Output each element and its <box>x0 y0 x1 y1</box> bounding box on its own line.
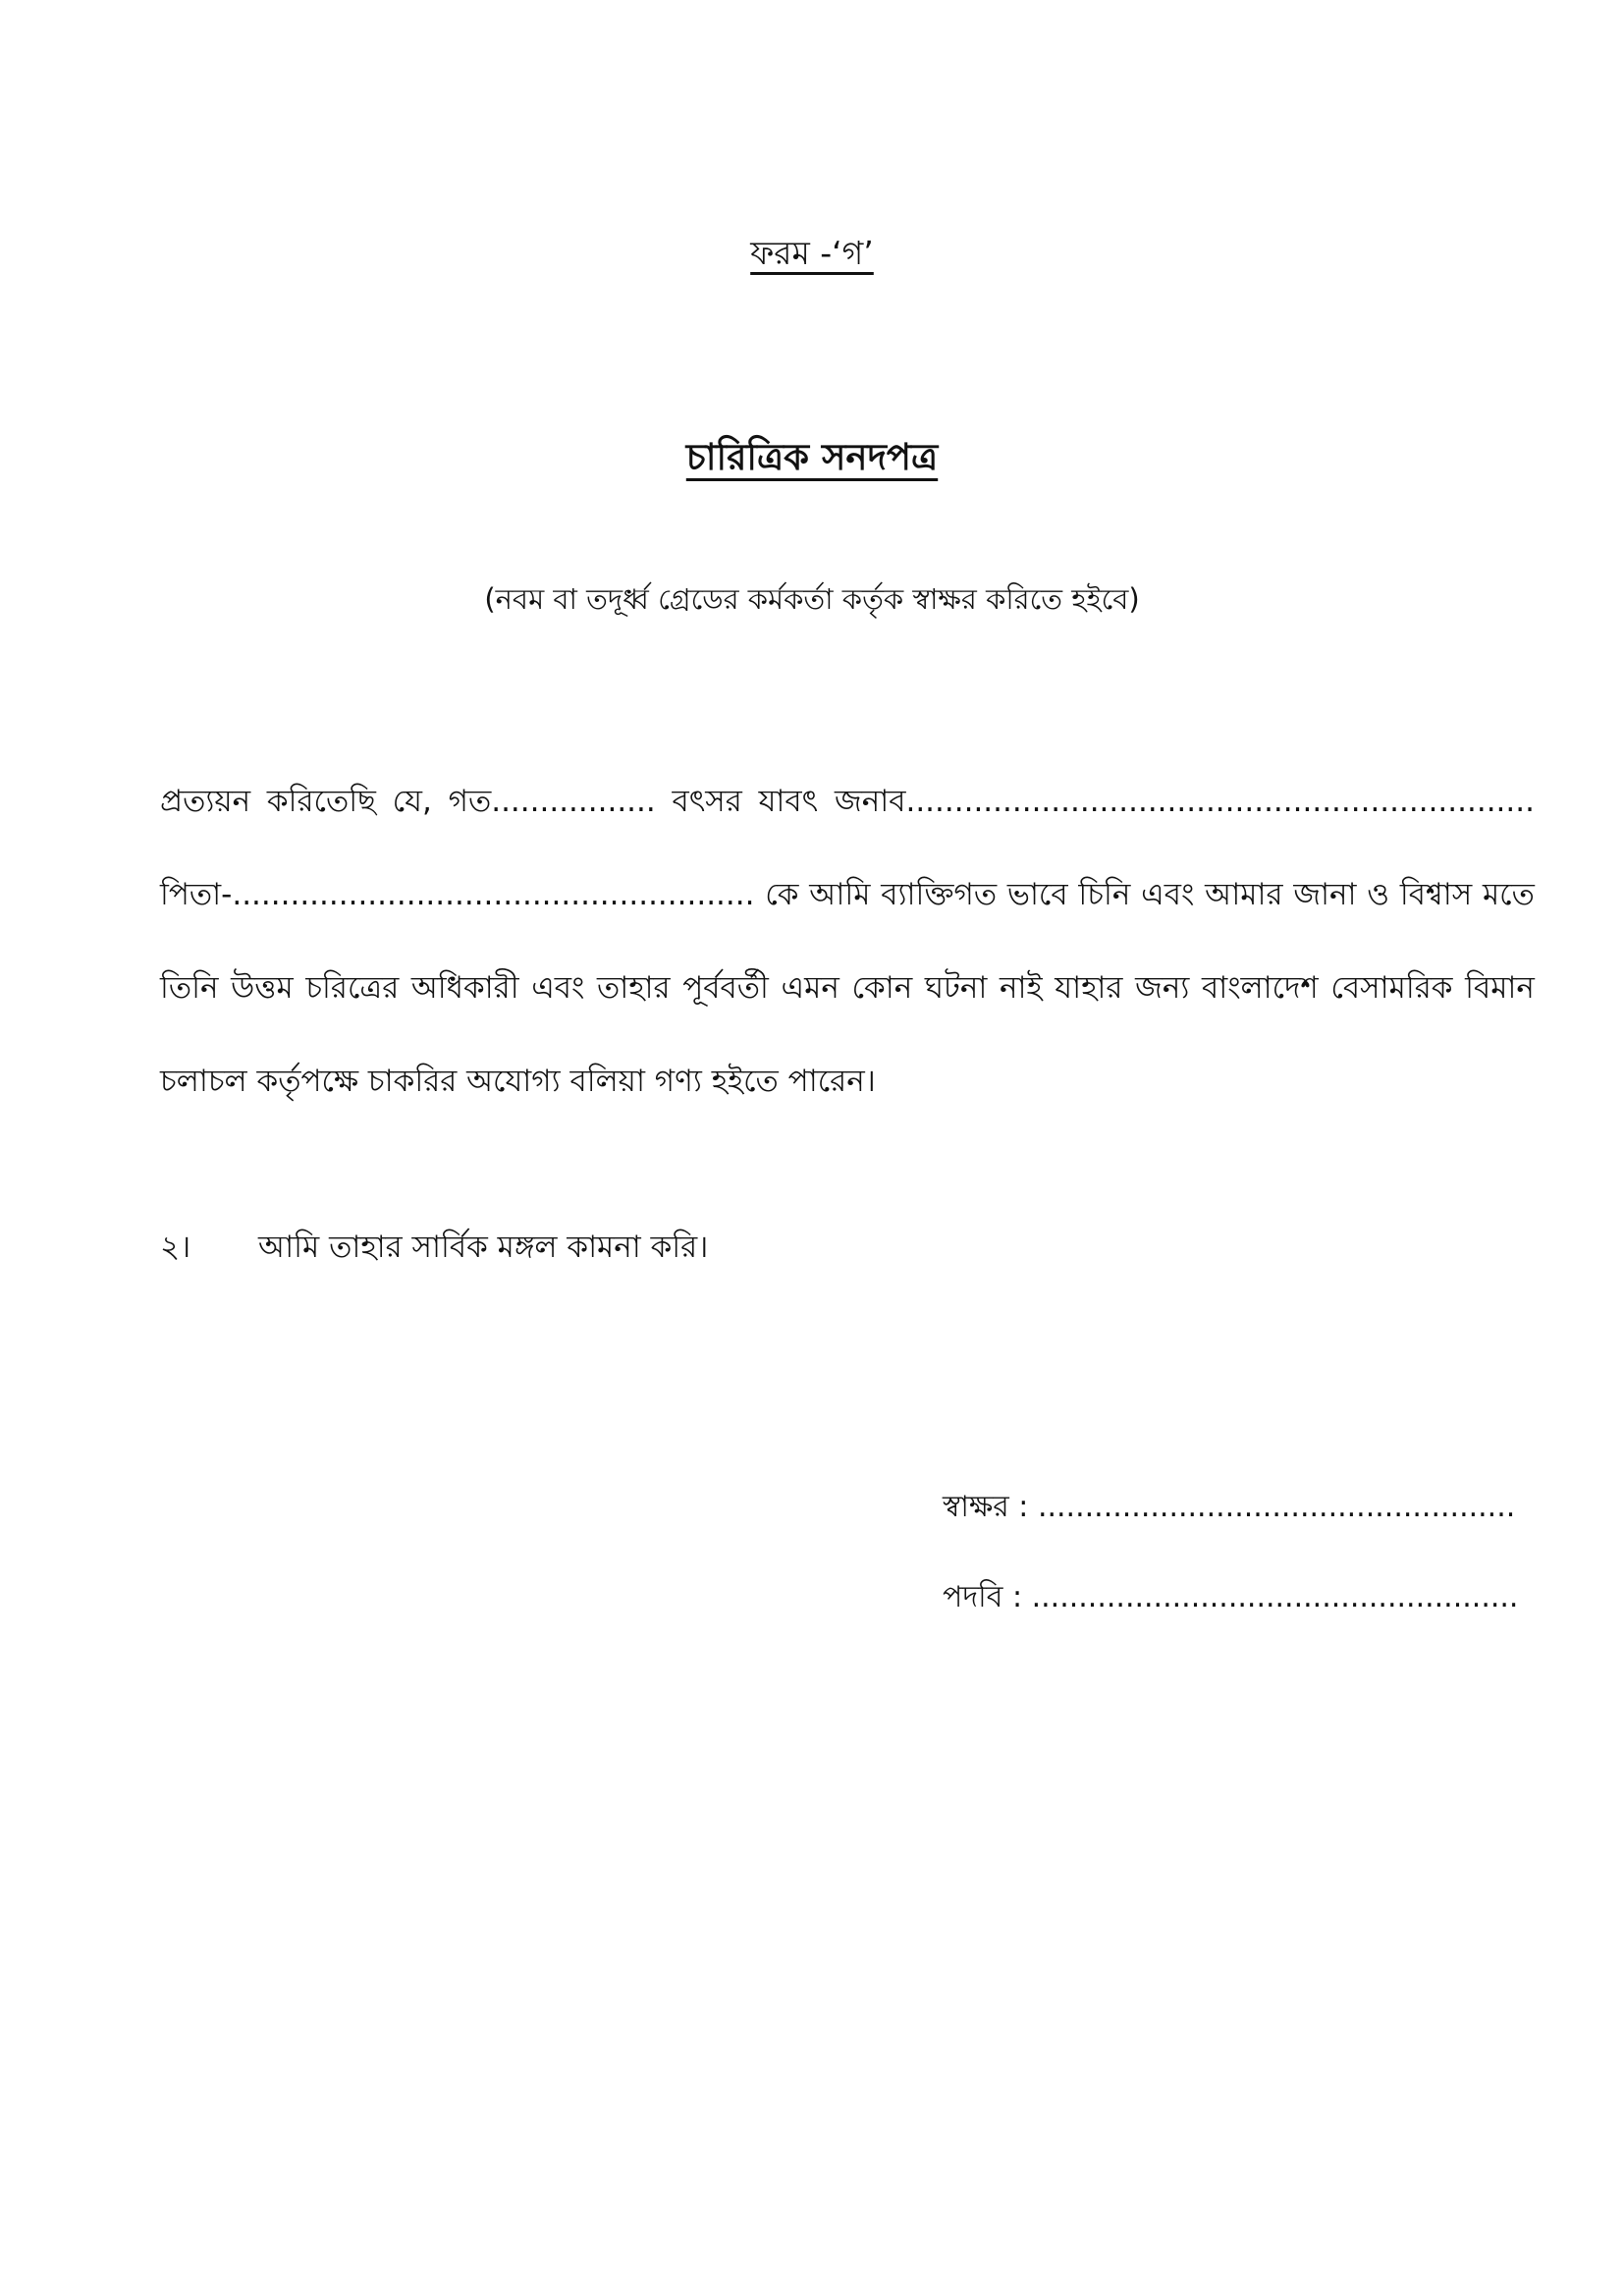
word: করিতেছি <box>266 784 376 819</box>
word: আমার <box>1205 877 1283 912</box>
paragraph-two-text: আমি তাহার সার্বিক মঙ্গল কামনা করি। <box>258 1230 709 1265</box>
signing-note: (নবম বা তদূর্ধ্ব গ্রেডের কর্মকর্তা কর্তৃক স্বাক্ষর করিতে হইবে) <box>484 582 1140 616</box>
word: প্রত্যয়ন <box>160 784 251 819</box>
word: ও <box>1367 877 1390 912</box>
word: যে, <box>392 784 432 819</box>
word: কোন <box>851 970 913 1006</box>
father-name-blank: পিতা-...................................................... <box>160 877 755 912</box>
word: জন্য <box>1135 970 1190 1006</box>
word: আমি <box>809 877 871 912</box>
word: বিশ্বাস <box>1399 877 1473 912</box>
name-blank: জনাব................................................................. <box>834 784 1535 819</box>
word: যাহার <box>1055 970 1123 1006</box>
word: নাই <box>1000 970 1043 1006</box>
word: তাহার <box>597 970 671 1006</box>
paragraph-two <box>160 1224 1535 1275</box>
word: বাংলাদেশ <box>1201 970 1319 1006</box>
paragraph-line-1 <box>160 778 1535 871</box>
word: অধিকারী <box>410 970 519 1006</box>
paragraph-line-4-text: চলাচল কর্তৃপক্ষে চাকরির অযোগ্য বলিয়া গণ্য হইতে পারেন। <box>160 1064 876 1099</box>
paragraph-line-3 <box>160 964 1535 1058</box>
word: উত্তম <box>231 970 294 1006</box>
word: ভাবে <box>1006 877 1068 912</box>
word: এমন <box>781 970 839 1006</box>
word: বৎসর <box>672 784 742 819</box>
paragraph-number: ২। <box>160 1230 191 1265</box>
paragraph-line-4 <box>160 1058 1535 1151</box>
years-blank: গত................. <box>448 784 656 819</box>
word: বিমান <box>1465 970 1535 1006</box>
designation-line: পদবি : .................................................... <box>943 1580 1519 1614</box>
word: ব্যাক্তিগত <box>881 877 998 912</box>
word: কে <box>765 877 799 912</box>
word: এবং <box>1141 877 1195 912</box>
word: চরিত্রের <box>305 970 400 1006</box>
form-label: ফরম -‘গ’ <box>750 234 874 272</box>
word: যাবৎ <box>758 784 819 819</box>
word: পূর্ববর্তী <box>682 970 769 1006</box>
word: তিনি <box>160 970 219 1006</box>
certificate-paragraph <box>160 778 1535 1151</box>
signature-line: স্বাক্ষর : ................................................... <box>943 1490 1516 1524</box>
word: ঘটনা <box>924 970 988 1006</box>
word: বেসামরিক <box>1330 970 1453 1006</box>
word: মতে <box>1482 877 1535 912</box>
word: এবং <box>531 970 585 1006</box>
document-title: চারিত্রিক সনদপত্র <box>685 436 939 478</box>
word: চিনি <box>1078 877 1131 912</box>
word: জানা <box>1293 877 1357 912</box>
paragraph-line-2 <box>160 871 1535 964</box>
